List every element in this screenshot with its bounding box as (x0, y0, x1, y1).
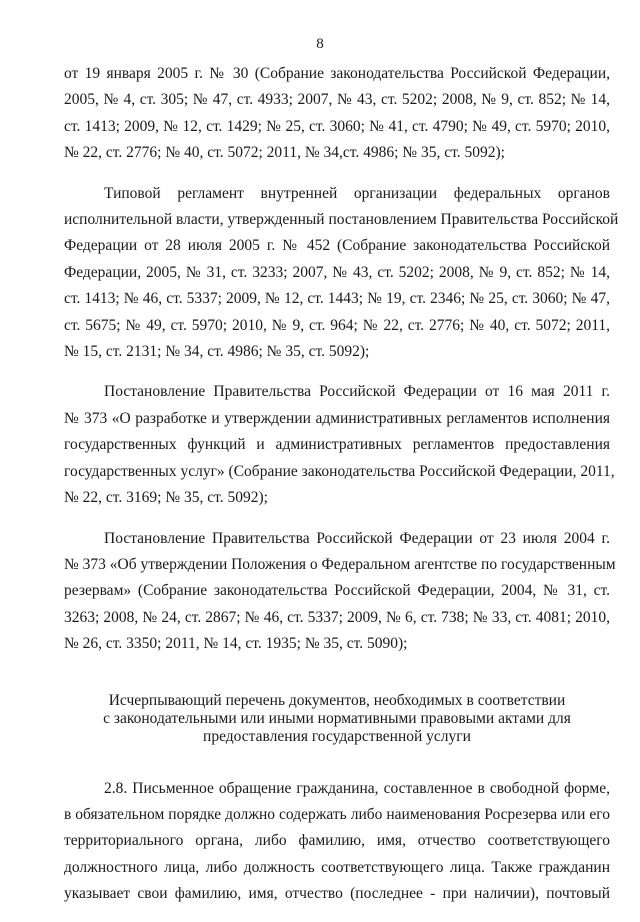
heading-line: предоставления государственной услуги (203, 727, 471, 745)
text-line: № 22, ст. 3169; № 35, ст. 5092); (64, 489, 268, 507)
text-line: ст. 1413; № 46, ст. 5337; 2009, № 12, ст. 1443; № 19, ст. 2346; № 25, ст. 3060; № 47, (64, 290, 610, 308)
page-number: 8 (316, 36, 324, 52)
text-line: исполнительной власти, утвержденный постановлением Правительства Российской (64, 211, 619, 229)
text-line: в обязательном порядке должно содержать либо наименования Росрезерва или его (64, 805, 610, 823)
text-line: указывает свои фамилию, имя, отчество (последнее - при наличии), почтовый (64, 885, 610, 903)
text-line: территориального органа, либо фамилию, имя, отчество соответствующего (64, 832, 610, 850)
heading-line: с законодательными или иными нормативными правовыми актами для (103, 709, 571, 727)
text-line: должностного лица, либо должность соответствующего лица. Также гражданин (64, 858, 610, 876)
paragraph-2-8 (64, 776, 610, 908)
text-line: Федерации, 2005, № 31, ст. 3233; 2007, № 43, ст. 5202; 2008, № 9, ст. 852; № 14, (64, 263, 610, 281)
text-line: ст. 1413; 2009, № 12, ст. 1429; № 25, ст. 3060; № 41, ст. 4790; № 49, ст. 5970; 2010, (64, 117, 610, 135)
section-heading (64, 692, 610, 746)
paragraph-law-citation-continued (64, 61, 610, 167)
text-line: № 15, ст. 2131; № 34, ст. 4986; № 35, ст. 5092); (64, 343, 370, 361)
text-line: от 19 января 2005 г. № 30 (Собрание законодательства Российской Федерации, (64, 65, 610, 82)
text-line: № 26, ст. 3350; 2011, № 14, ст. 1935; № 35, ст. 5090); (64, 635, 408, 653)
text-line: 3263; 2008, № 24, ст. 2867; № 46, ст. 5337; 2009, № 6, ст. 738; № 33, ст. 4081; 2010, (64, 608, 610, 626)
text-line: Федерации от 28 июля 2005 г. № 452 (Собрание законодательства Российской (64, 237, 610, 255)
text-line: Постановление Правительства Российской Федерации от 23 июля 2004 г. (104, 529, 610, 547)
text-line: 2005, № 4, ст. 305; № 47, ст. 4933; 2007, № 43, ст. 5202; 2008, № 9, ст. 852; № 14, (64, 91, 610, 109)
text-line: № 22, ст. 2776; № 40, ст. 5072; 2011, № 34,ст. 4986; № 35, ст. 5092); (64, 144, 505, 162)
heading-line: Исчерпывающий перечень документов, необходимых в соответствии (108, 691, 566, 709)
text-line: Постановление Правительства Российской Федерации от 16 мая 2011 г. (104, 383, 610, 401)
text-line: государственных услуг» (Собрание законодательства Российской Федерации, 2011, (64, 462, 615, 480)
text-line: № 373 «О разработке и утверждении административных регламентов исполнения (64, 409, 610, 427)
paragraph-resolution-373-2011 (64, 379, 615, 511)
text-line: государственных функций и административных регламентов предоставления (64, 436, 610, 454)
paragraph-resolution-373-2004 (64, 526, 616, 658)
text-line: № 373 «Об утверждении Положения о Федеральном агентстве по государственным (64, 555, 616, 573)
text-line: 2.8. Письменное обращение гражданина, составленное в свободной форме, (104, 779, 610, 797)
document-body (64, 61, 619, 922)
text-line: ст. 5675; № 49, ст. 5970; 2010, № 9, ст. 964; № 22, ст. 2776; № 40, ст. 5072; 2011, (64, 316, 610, 334)
paragraph-typical-regulation (64, 181, 619, 366)
text-line: резервам» (Собрание законодательства Российской Федерации, 2004, № 31, ст. (64, 582, 610, 600)
text-line: Типовой регламент внутренней организации федеральных органов (104, 184, 610, 202)
